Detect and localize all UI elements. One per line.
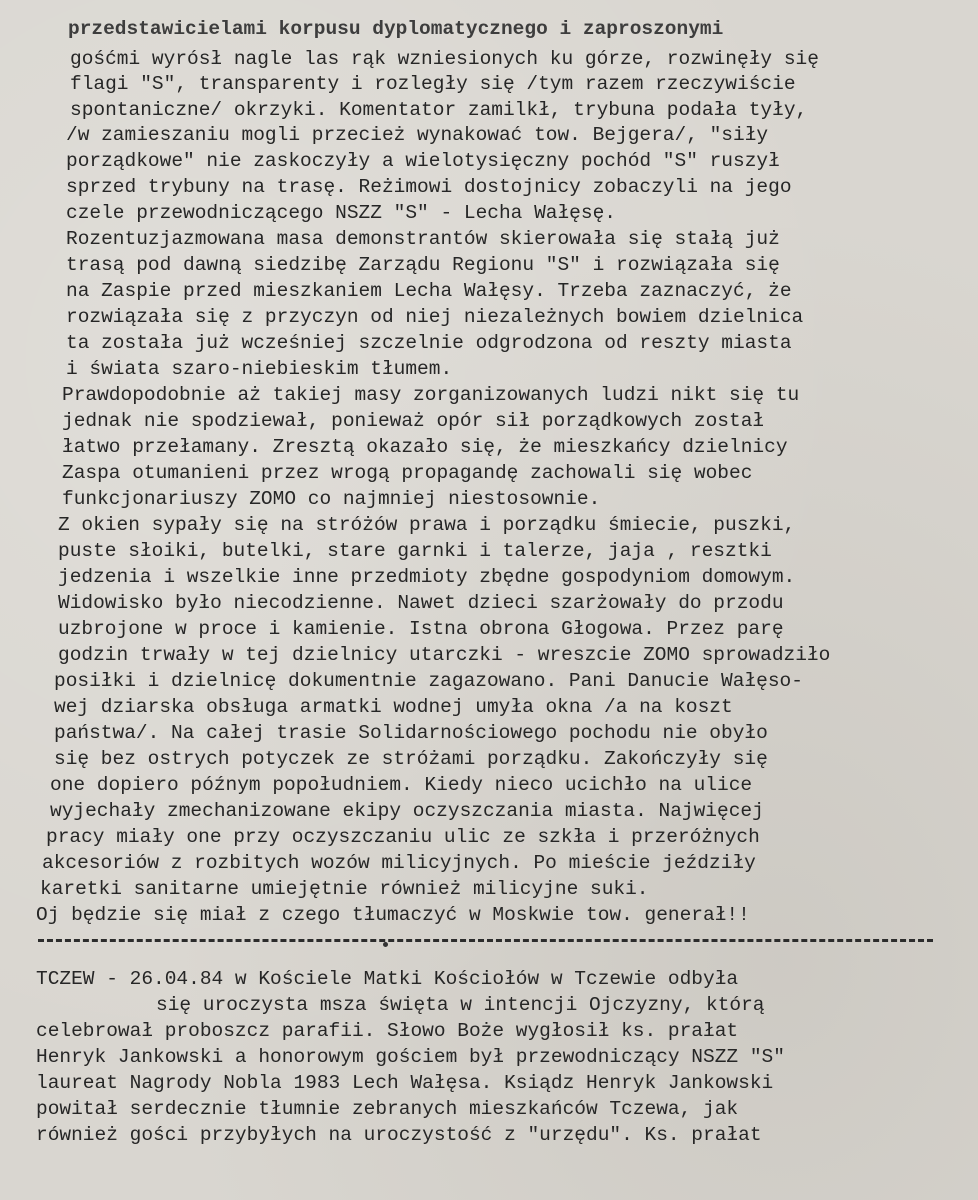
- article-line: uzbrojone w proce i kamienie. Istna obrona Głogowa. Przez parę: [58, 618, 784, 640]
- article-line: posiłki i dzielnicę dokumentnie zagazowano. Pani Danucie Wałęso-: [54, 670, 803, 692]
- article-line: Prawdopodobnie aż takiej masy zorganizowanych ludzi nikt się tu: [62, 384, 800, 406]
- article-line: Oj będzie się miał z czego tłumaczyć w Moskwie tow. generał!!: [36, 904, 750, 926]
- article-line: Zaspa otumanieni przez wrogą propagandę zachowali się wobec: [62, 462, 753, 484]
- article-line: akcesoriów z rozbitych wozów milicyjnych. Po mieście jeździły: [42, 852, 756, 874]
- article-line: trasą pod dawną siedzibę Zarządu Regionu "S" i rozwiązała się: [66, 254, 780, 276]
- report-line: również gości przybyłych na uroczystość z "urzędu". Ks. prałat: [36, 1124, 762, 1146]
- article-line: karetki sanitarne umiejętnie również milicyjne suki.: [40, 878, 649, 900]
- article-line: Z okien sypały się na stróżów prawa i porządku śmiecie, puszki,: [58, 514, 796, 536]
- article-line: się bez ostrych potyczek ze stróżami porządku. Zakończyły się: [54, 748, 768, 770]
- article-line: rozwiązała się z przyczyn od niej niezależnych bowiem dzielnica: [66, 306, 804, 328]
- article-line: /w zamieszaniu mogli przecież wynakować tow. Bejgera/, "siły: [66, 124, 769, 146]
- article-line: sprzed trybuny na trasę. Reżimowi dostojnicy zobaczyli na jego: [66, 176, 792, 198]
- report-line: Henryk Jankowski a honorowym gościem był przewodniczący NSZZ "S": [36, 1046, 785, 1068]
- article-line: funkcjonariuszy ZOMO co najmniej niestosownie.: [62, 488, 601, 510]
- divider-dot: [383, 942, 388, 947]
- report-line: powitał serdecznie tłumnie zebranych mieszkańców Tczewa, jak: [36, 1098, 739, 1120]
- article-line: porządkowe" nie zaskoczyły a wielotysięczny pochód "S" ruszył: [66, 150, 780, 172]
- article-line: Rozentuzjazmowana masa demonstrantów skierowała się stałą już: [66, 228, 780, 250]
- article-line: wyjechały zmechanizowane ekipy oczyszczania miasta. Najwięcej: [50, 800, 764, 822]
- report-line: celebrował proboszcz parafii. Słowo Boże wygłosił ks. prałat: [36, 1020, 739, 1042]
- article-line: łatwo przełamany. Zresztą okazało się, że mieszkańcy dzielnicy: [62, 436, 788, 458]
- article-line: gośćmi wyrósł nagle las rąk wzniesionych ku górze, rozwinęły się: [70, 48, 819, 70]
- article-line: one dopiero późnym popołudniem. Kiedy nieco ucichło na ulice: [50, 774, 753, 796]
- article-line: godzin trwały w tej dzielnicy utarczki - wreszcie ZOMO sprowadziło: [58, 644, 831, 666]
- report-line: TCZEW - 26.04.84 w Kościele Matki Kościołów w Tczewie odbyła: [36, 968, 739, 990]
- article-line: i świata szaro-niebieskim tłumem.: [66, 358, 453, 380]
- article-line: państwa/. Na całej trasie Solidarnościowego pochodu nie obyło: [54, 722, 768, 744]
- article-line: wej dziarska obsługa armatki wodnej umyła okna /a na koszt: [54, 696, 733, 718]
- section-divider: [38, 939, 933, 942]
- article-line: ta została już wcześniej szczelnie odgrodzona od reszty miasta: [66, 332, 792, 354]
- article-line: Widowisko było niecodzienne. Nawet dzieci szarżowały do przodu: [58, 592, 784, 614]
- article-line: czele przewodniczącego NSZZ "S" - Lecha Wałęsę.: [66, 202, 616, 224]
- article-line: flagi "S", transparenty i rozległy się /tym razem rzeczywiście: [70, 73, 796, 95]
- header-line: przedstawicielami korpusu dyplomatycznego i zaproszonymi: [68, 18, 724, 40]
- article-line: spontaniczne/ okrzyki. Komentator zamilkł, trybuna podała tyły,: [70, 99, 808, 121]
- article-line: jednak nie spodziewał, ponieważ opór sił porządkowych został: [62, 410, 765, 432]
- report-line: laureat Nagrody Nobla 1983 Lech Wałęsa. Ksiądz Henryk Jankowski: [36, 1072, 774, 1094]
- report-line: się uroczysta msza święta w intencji Ojczyzny, którą: [156, 994, 765, 1016]
- article-line: pracy miały one przy oczyszczaniu ulic ze szkła i przeróżnych: [46, 826, 760, 848]
- article-line: jedzenia i wszelkie inne przedmioty zbędne gospodyniom domowym.: [58, 566, 796, 588]
- article-line: puste słoiki, butelki, stare garnki i talerze, jaja , resztki: [58, 540, 772, 562]
- article-line: na Zaspie przed mieszkaniem Lecha Wałęsy. Trzeba zaznaczyć, że: [66, 280, 792, 302]
